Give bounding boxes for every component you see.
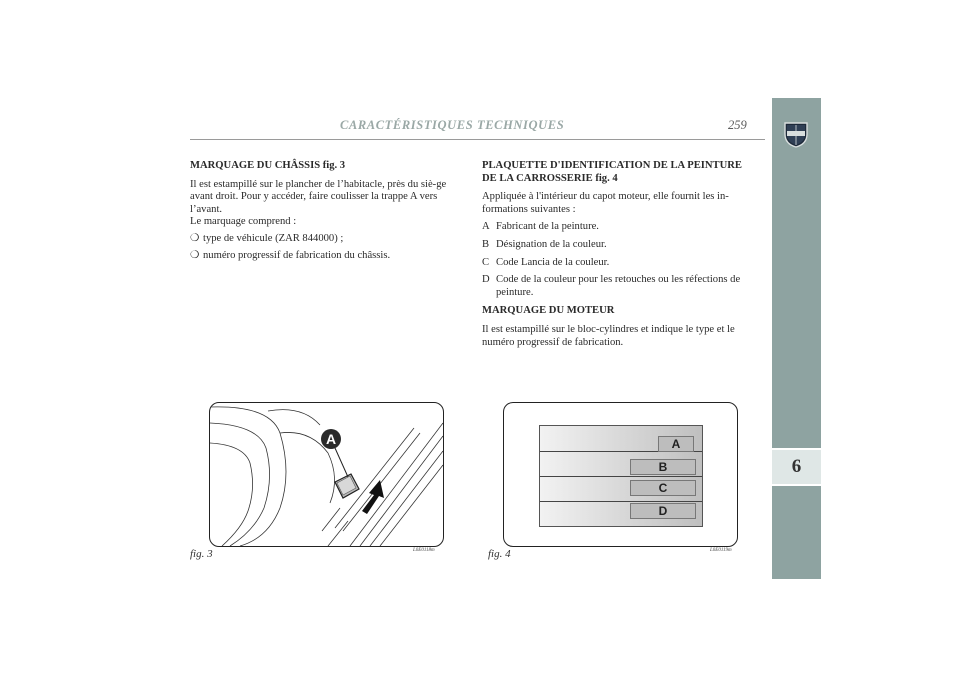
- left-column: [190, 160, 462, 262]
- right-column: [482, 160, 756, 349]
- list-item-key: A: [482, 221, 490, 233]
- list-item: [482, 221, 756, 234]
- list-item: [482, 257, 756, 270]
- plate-label-c: C: [630, 480, 696, 496]
- list-item-key: B: [482, 238, 490, 250]
- lancia-logo-icon: [783, 120, 809, 148]
- section-heading-chassis: MARQUAGE DU CHÂSSIS fig. 3: [190, 160, 346, 171]
- figure-3-chassis: [209, 402, 444, 547]
- trap-door: [335, 474, 359, 498]
- list-item: [482, 274, 756, 299]
- figure-4-paint-plate: [503, 402, 738, 547]
- figure-3-code: L0E0118m: [413, 548, 435, 553]
- figure-3-caption: fig. 3: [190, 548, 213, 560]
- chapter-number: 6: [772, 450, 821, 484]
- engine-paragraph: Il est estampillé sur le bloc-cylindres et indique le type et le numéro progressif de fabrication.: [482, 323, 735, 348]
- list-item-key: D: [482, 274, 490, 286]
- list-item-text: Code Lancia de la couleur.: [496, 256, 610, 268]
- plate-label-d: D: [630, 503, 696, 519]
- paint-plate: [539, 425, 703, 527]
- chapter-sidebar: [772, 98, 821, 579]
- section-heading-engine: MARQUAGE DU MOTEUR: [482, 305, 615, 317]
- list-item-text: Code de la couleur pour les retouches ou les réfections de peinture.: [496, 274, 741, 298]
- list-item-key: C: [482, 256, 490, 268]
- plate-label-b: B: [630, 459, 696, 475]
- plate-label-a: A: [658, 436, 694, 452]
- header-rule: [190, 139, 765, 140]
- bullet-mark-icon: ❍: [190, 232, 200, 244]
- bullet-mark-icon: ❍: [190, 249, 200, 261]
- list-item-text: Fabricant de la peinture.: [496, 221, 599, 233]
- page-number: 259: [728, 118, 747, 132]
- section-heading-paint-plate: PLAQUETTE D'IDENTIFICATION DE LA PEINTURE DE LA CARROSSERIE fig. 4: [482, 160, 742, 184]
- bullet-item: [190, 250, 462, 263]
- page-header-title: CARACTÉRISTIQUES TECHNIQUES: [340, 118, 565, 132]
- paint-plate-paragraph: Appliquée à l'intérieur du capot moteur, elle fournit les in-formations suivantes :: [482, 191, 729, 215]
- chassis-paragraph-2: Le marquage comprend :: [190, 216, 297, 228]
- figure-4-caption: fig. 4: [488, 548, 511, 560]
- bullet-item: [190, 233, 462, 246]
- chassis-floor-illustration: [210, 403, 443, 546]
- list-item-text: Désignation de la couleur.: [496, 238, 607, 250]
- sidebar-divider-bottom: [772, 484, 821, 486]
- callout-a-label: A: [325, 431, 337, 447]
- chassis-paragraph: Il est estampillé sur le plancher de l’habitacle, près du siè-ge avant droit. Pour y accéder, faire coulisser la trappe A vers l’avant.: [190, 178, 447, 215]
- bullet-text: numéro progressif de fabrication du châssis.: [203, 249, 391, 261]
- list-item: [482, 239, 756, 252]
- bullet-text: type de véhicule (ZAR 844000) ;: [203, 232, 344, 244]
- arrow-icon: [362, 480, 384, 514]
- figure-4-code: L0E0119m: [710, 548, 732, 553]
